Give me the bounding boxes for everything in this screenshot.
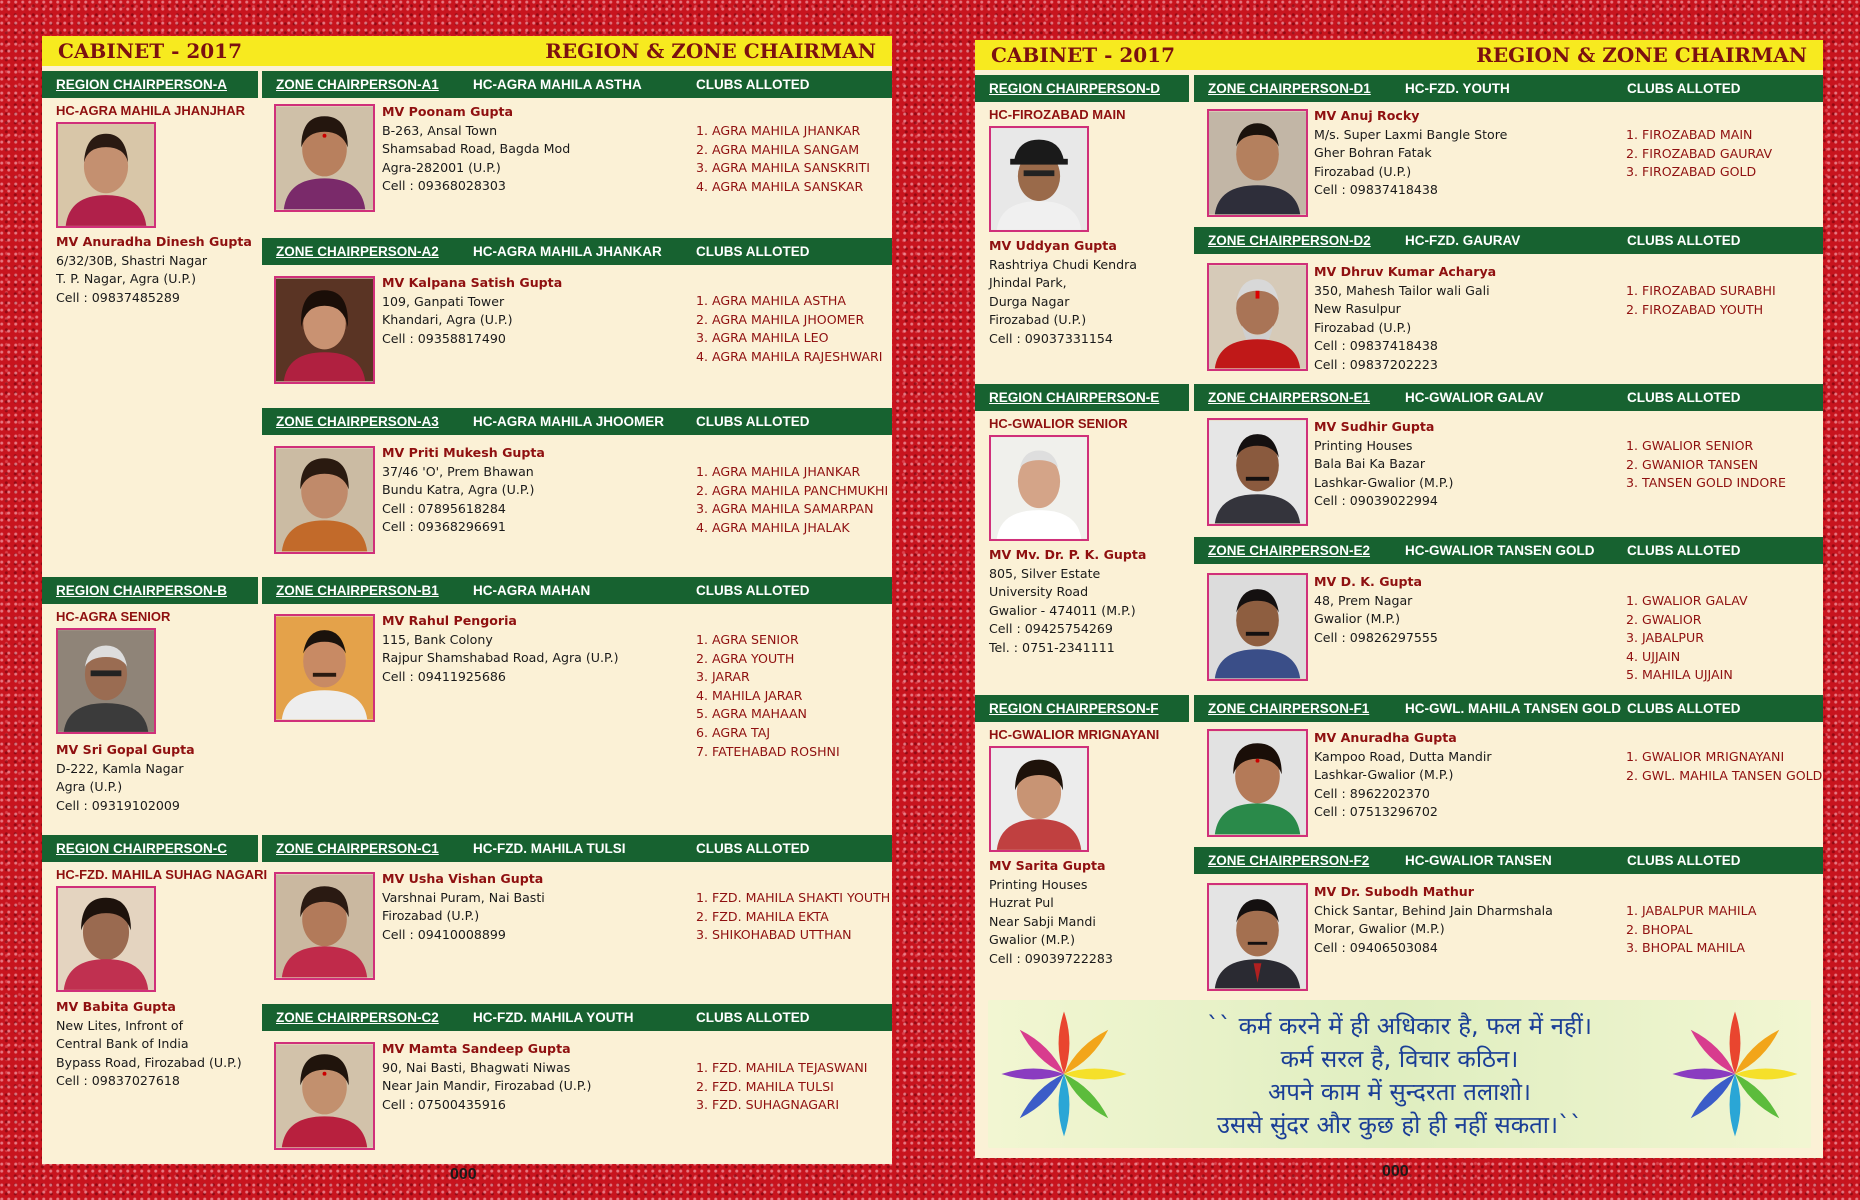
region-e-photo bbox=[989, 435, 1089, 541]
zone-a2-photo bbox=[274, 276, 375, 384]
zone-e1-clubs: 1. GWALIOR SENIOR 2. GWANIOR TANSEN 3. TANSEN GOLD INDORE bbox=[1626, 438, 1786, 491]
right-region-e-club: HC-GWALIOR SENIOR bbox=[989, 416, 1128, 431]
left-page-header bbox=[42, 36, 892, 66]
zone-c1-photo bbox=[274, 872, 375, 980]
left-zone-bar-b1: ZONE CHAIRPERSON-B1 HC-AGRA MAHAN CLUBS ALLOTED bbox=[262, 577, 892, 604]
region-a-photo bbox=[56, 122, 156, 228]
zone-e1-photo bbox=[1207, 418, 1308, 526]
right-region-d-info: MV Uddyan Gupta Rashtriya Chudi Kendra Jhindal Park, Durga Nagar Firozabad (U.P.) Cell : 09037331154 bbox=[989, 238, 1138, 346]
right-heading: REGION & ZONE CHAIRMAN bbox=[1476, 43, 1807, 67]
right-zone-bar-e2: ZONE CHAIRPERSON-E2 HC-GWALIOR TANSEN GOLD CLUBS ALLOTED bbox=[1194, 537, 1823, 564]
zone-a1-clubs: 1. AGRA MAHILA JHANKAR 2. AGRA MAHILA SANGAM 3. AGRA MAHILA SANSKRITI 4. AGRA MAHILA SANSKAR bbox=[696, 123, 871, 194]
zone-f2-photo bbox=[1207, 883, 1308, 991]
zone-a1-info: MV Poonam Gupta B-263, Ansal Town Shamsabad Road, Bagda Mod Agra-282001 (U.P.) Cell : 09368028303 bbox=[382, 104, 571, 194]
left-region-bar-a: REGION CHAIRPERSON-A bbox=[42, 71, 258, 98]
flower-icon bbox=[996, 1006, 1132, 1142]
right-zone-bar-f2: ZONE CHAIRPERSON-F2 HC-GWALIOR TANSEN CLUBS ALLOTED bbox=[1194, 847, 1823, 874]
zone-a2-info: MV Kalpana Satish Gupta 109, Ganpati Tower Khandari, Agra (U.P.) Cell : 09358817490 bbox=[382, 275, 563, 346]
right-zone-bar-e1: ZONE CHAIRPERSON-E1 HC-GWALIOR GALAV CLUBS ALLOTED bbox=[1194, 384, 1823, 411]
zone-c1-info: MV Usha Vishan Gupta Varshnai Puram, Nai Basti Firozabad (U.P.) Cell : 09410008899 bbox=[382, 871, 545, 942]
left-zone-bar-a1: ZONE CHAIRPERSON-A1 HC-AGRA MAHILA ASTHA CLUBS ALLOTED bbox=[262, 71, 892, 98]
left-region-c-info: MV Babita Gupta New Lites, Infront of Central Bank of India Bypass Road, Firozabad (U.P.) Cell : 09837027618 bbox=[56, 999, 242, 1089]
right-zone-bar-d1: ZONE CHAIRPERSON-D1 HC-FZD. YOUTH CLUBS ALLOTED bbox=[1194, 75, 1823, 102]
region-b-photo bbox=[56, 628, 156, 734]
right-region-bar-f: REGION CHAIRPERSON-F bbox=[975, 695, 1189, 722]
right-region-bar-e: REGION CHAIRPERSON-E bbox=[975, 384, 1189, 411]
left-region-b-club: HC-AGRA SENIOR bbox=[56, 609, 171, 624]
flower-icon bbox=[1667, 1006, 1803, 1142]
zone-a3-photo bbox=[274, 446, 375, 554]
zone-d1-info: MV Anuj Rocky M/s. Super Laxmi Bangle Store Gher Bohran Fatak Firozabad (U.P.) Cell : 09837418438 bbox=[1314, 108, 1508, 198]
left-heading: REGION & ZONE CHAIRMAN bbox=[545, 39, 876, 63]
zone-f2-clubs: 1. JABALPUR MAHILA 2. BHOPAL 3. BHOPAL MAHILA bbox=[1626, 903, 1757, 956]
zone-c2-photo bbox=[274, 1042, 375, 1150]
zone-f2-info: MV Dr. Subodh Mathur Chick Santar, Behind Jain Dharmshala Morar, Gwalior (M.P.) Cell : 09406503084 bbox=[1314, 884, 1553, 955]
right-page-number: 000 bbox=[1382, 1163, 1409, 1180]
zone-a2-clubs: 1. AGRA MAHILA ASTHA 2. AGRA MAHILA JHOOMER 3. AGRA MAHILA LEO 4. AGRA MAHILA RAJESHWARI bbox=[696, 293, 883, 364]
left-page-number: 000 bbox=[450, 1166, 477, 1183]
left-zone-bar-c2: ZONE CHAIRPERSON-C2 HC-FZD. MAHILA YOUTH CLUBS ALLOTED bbox=[262, 1004, 892, 1031]
left-region-c-club: HC-FZD. MAHILA SUHAG NAGARI bbox=[56, 867, 268, 882]
zone-d1-photo bbox=[1207, 109, 1308, 217]
right-region-d-club: HC-FIROZABAD MAIN bbox=[989, 107, 1126, 122]
left-region-a-info: MV Anuradha Dinesh Gupta 6/32/30B, Shastri Nagar T. P. Nagar, Agra (U.P.) Cell : 09837485289 bbox=[56, 234, 252, 305]
zone-e2-info: MV D. K. Gupta 48, Prem Nagar Gwalior (M.P.) Cell : 09826297555 bbox=[1314, 574, 1438, 645]
zone-a1-photo bbox=[274, 104, 375, 212]
zone-c2-clubs: 1. FZD. MAHILA TEJASWANI 2. FZD. MAHILA TULSI 3. FZD. SUHAGNAGARI bbox=[696, 1060, 868, 1113]
left-zone-bar-c1: ZONE CHAIRPERSON-C1 HC-FZD. MAHILA TULSI CLUBS ALLOTED bbox=[262, 835, 892, 862]
zone-f1-photo bbox=[1207, 729, 1308, 837]
right-region-f-club: HC-GWALIOR MRIGNAYANI bbox=[989, 727, 1160, 742]
right-region-e-info: MV Mv. Dr. P. K. Gupta 805, Silver Estate University Road Gwalior - 474011 (M.P.) Cell : 09425754269 Tel. : 0751-2341111 bbox=[989, 547, 1147, 655]
zone-f1-clubs: 1. GWALIOR MRIGNAYANI 2. GWL. MAHILA TANSEN GOLD bbox=[1626, 749, 1823, 783]
quote-banner bbox=[988, 1000, 1811, 1148]
left-zone-bar-a2: ZONE CHAIRPERSON-A2 HC-AGRA MAHILA JHANKAR CLUBS ALLOTED bbox=[262, 238, 892, 265]
right-cabinet-title: CABINET - 2017 bbox=[991, 43, 1175, 67]
right-region-bar-d: REGION CHAIRPERSON-D bbox=[975, 75, 1189, 102]
quote-text: `` कर्म करने में ही अधिकार है, फल में नहीं। कर्म सरल है, विचार कठिन। अपने काम में सुन्दरता तलाशो। उससे सुंदर और कुछ हो ही नहीं सकता।`` bbox=[1207, 1012, 1592, 1139]
zone-c2-info: MV Mamta Sandeep Gupta 90, Nai Basti, Bhagwati Niwas Near Jain Mandir, Firozabad (U.P.) Cell : 07500435916 bbox=[382, 1041, 592, 1112]
left-region-bar-b: REGION CHAIRPERSON-B bbox=[42, 577, 258, 604]
zone-d2-photo bbox=[1207, 263, 1308, 371]
zone-d2-info: MV Dhruv Kumar Acharya 350, Mahesh Tailor wali Gali New Rasulpur Firozabad (U.P.) Cell : 09837418438 Cell : 09837202223 bbox=[1314, 264, 1497, 372]
zone-b1-clubs: 1. AGRA SENIOR 2. AGRA YOUTH 3. JARAR 4. MAHILA JARAR 5. AGRA MAHAAN 6. AGRA TAJ 7. FATEHABAD ROSHNI bbox=[696, 632, 840, 759]
zone-a3-clubs: 1. AGRA MAHILA JHANKAR 2. AGRA MAHILA PANCHMUKHI 3. AGRA MAHILA SAMARPAN 4. AGRA MAHILA JHALAK bbox=[696, 464, 889, 535]
zone-e2-clubs: 1. GWALIOR GALAV 2. GWALIOR 3. JABALPUR 4. UJJAIN 5. MAHILA UJJAIN bbox=[1626, 593, 1748, 683]
right-region-f-info: MV Sarita Gupta Printing Houses Huzrat Pul Near Sabji Mandi Gwalior (M.P.) Cell : 09039722283 bbox=[989, 858, 1113, 966]
zone-a3-info: MV Priti Mukesh Gupta 37/46 'O', Prem Bhawan Bundu Katra, Agra (U.P.) Cell : 07895618284 Cell : 09368296691 bbox=[382, 445, 545, 535]
left-cabinet-title: CABINET - 2017 bbox=[58, 39, 242, 63]
zone-c1-clubs: 1. FZD. MAHILA SHAKTI YOUTH 2. FZD. MAHILA EKTA 3. SHIKOHABAD UTTHAN bbox=[696, 890, 891, 943]
left-region-bar-c: REGION CHAIRPERSON-C bbox=[42, 835, 258, 862]
zone-d1-clubs: 1. FIROZABAD MAIN 2. FIROZABAD GAURAV 3. FIROZABAD GOLD bbox=[1626, 127, 1773, 180]
right-page-header bbox=[975, 40, 1823, 70]
region-c-photo bbox=[56, 886, 156, 992]
right-zone-bar-d2: ZONE CHAIRPERSON-D2 HC-FZD. GAURAV CLUBS ALLOTED bbox=[1194, 227, 1823, 254]
zone-d2-clubs: 1. FIROZABAD SURABHI 2. FIROZABAD YOUTH bbox=[1626, 283, 1776, 317]
region-f-photo bbox=[989, 746, 1089, 852]
zone-e1-info: MV Sudhir Gupta Printing Houses Bala Bai Ka Bazar Lashkar-Gwalior (M.P.) Cell : 09039022994 bbox=[1314, 419, 1454, 509]
right-zone-bar-f1: ZONE CHAIRPERSON-F1 HC-GWL. MAHILA TANSEN GOLD CLUBS ALLOTED bbox=[1194, 695, 1823, 722]
zone-f1-info: MV Anuradha Gupta Kampoo Road, Dutta Mandir Lashkar-Gwalior (M.P.) Cell : 8962202370 Cell : 07513296702 bbox=[1314, 730, 1492, 820]
zone-e2-photo bbox=[1207, 573, 1308, 681]
zone-b1-photo bbox=[274, 614, 375, 722]
zone-b1-info: MV Rahul Pengoria 115, Bank Colony Rajpur Shamshabad Road, Agra (U.P.) Cell : 09411925686 bbox=[382, 613, 619, 684]
region-d-photo bbox=[989, 126, 1089, 232]
left-zone-bar-a3: ZONE CHAIRPERSON-A3 HC-AGRA MAHILA JHOOMER CLUBS ALLOTED bbox=[262, 408, 892, 435]
left-region-b-info: MV Sri Gopal Gupta D-222, Kamla Nagar Agra (U.P.) Cell : 09319102009 bbox=[56, 742, 195, 813]
left-region-a-club: HC-AGRA MAHILA JHANJHAR bbox=[56, 103, 245, 118]
